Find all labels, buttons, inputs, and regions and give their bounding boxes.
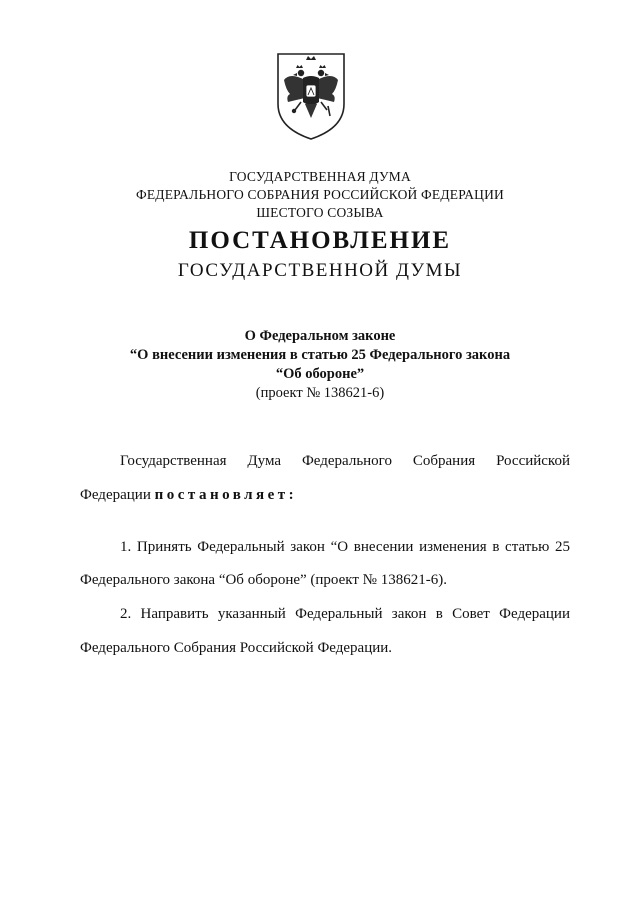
org-line-3: ШЕСТОГО СОЗЫВА <box>256 205 384 220</box>
org-line-2: ФЕДЕРАЛЬНОГО СОБРАНИЯ РОССИЙСКОЙ ФЕДЕРАЦИИ <box>136 187 504 202</box>
preamble-subject: Федерации <box>80 487 151 503</box>
item-1-line-2: Федерального закона “Об обороне” (проект № 138621-6). <box>80 572 447 588</box>
document-type-subtitle: ГОСУДАРСТВЕННОЙ ДУМЫ <box>177 260 463 281</box>
item-1-line-1: 1. Принять Федеральный закон “О внесении изменения в статью 25 <box>120 539 570 555</box>
org-line-1: ГОСУДАРСТВЕННАЯ ДУМА <box>229 169 411 184</box>
subject-project-number: (проект № 138621-6) <box>255 385 385 401</box>
coat-of-arms-icon <box>272 50 350 142</box>
subject-line-3: “Об обороне” <box>275 366 365 382</box>
preamble-line-2 <box>80 485 570 505</box>
decree-word: постановляет: <box>154 487 298 503</box>
issuing-body <box>0 168 640 222</box>
subject-line-1: О Федеральном законе <box>244 328 396 344</box>
document-type-title: ПОСТАНОВЛЕНИЕ <box>188 227 452 254</box>
item-2-line-2: Федерального Собрания Российской Федерации. <box>80 640 393 656</box>
item-2-line-1: 2. Направить указанный Федеральный закон в Совет Федерации <box>120 606 570 622</box>
document-subject <box>0 327 640 403</box>
subject-line-2: “О внесении изменения в статью 25 Федерального закона <box>129 347 511 363</box>
preamble-line-1: Государственная Дума Федерального Собрания Российской <box>120 453 570 469</box>
